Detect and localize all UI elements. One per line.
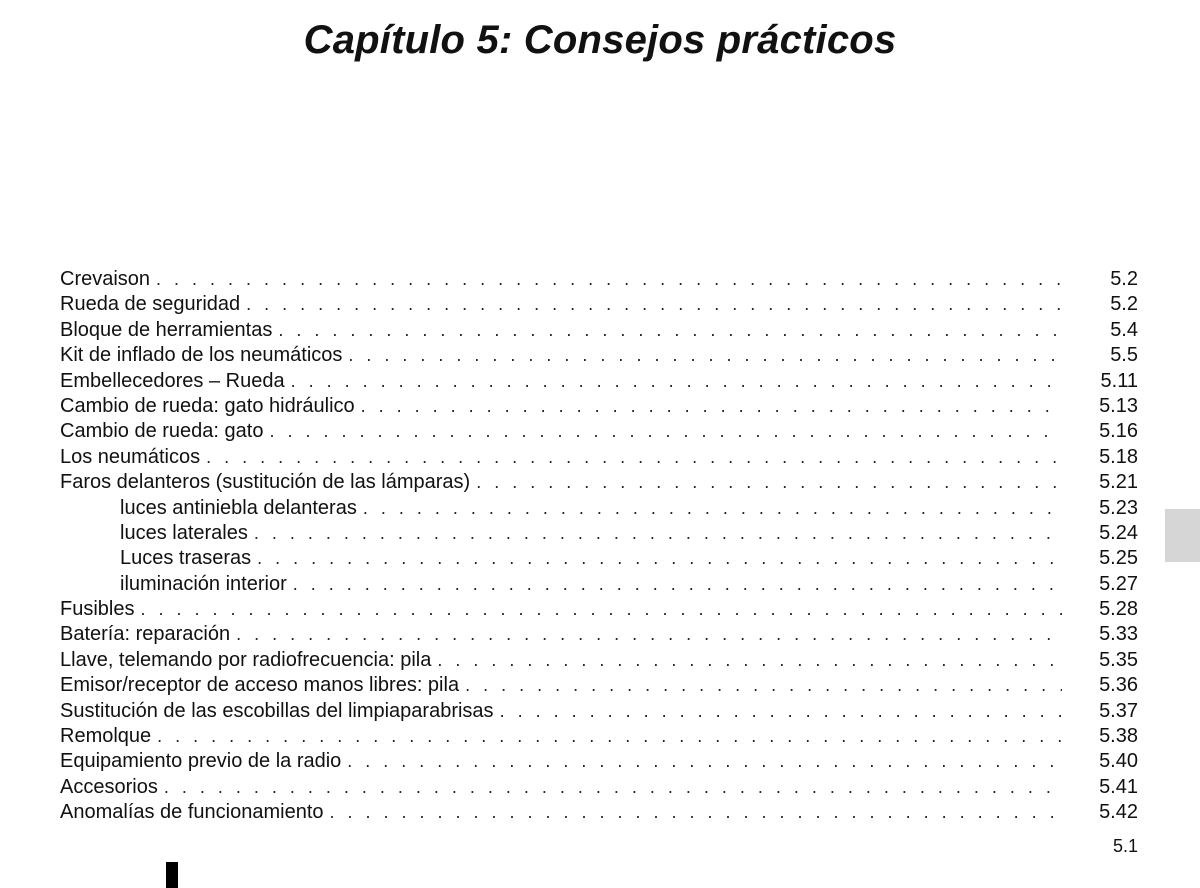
toc-entry-label: Llave, telemando por radiofrecuencia: pila xyxy=(60,648,432,671)
toc-dot-leader xyxy=(500,699,1062,724)
toc-entry-label: Accesorios xyxy=(60,775,158,798)
toc-entry-page: 5.28 xyxy=(1099,598,1138,621)
toc-entry[interactable] xyxy=(60,775,1138,800)
toc-entry-label: Anomalías de funcionamiento xyxy=(60,801,324,824)
toc-dot-leader xyxy=(465,673,1062,698)
toc-entry-label: iluminación interior xyxy=(120,572,287,595)
toc-entry-label: Bloque de herramientas xyxy=(60,318,273,341)
toc-entry-label: Cambio de rueda: gato xyxy=(60,420,264,443)
toc-dot-leader xyxy=(361,394,1062,419)
toc-entry-label: Rueda de seguridad xyxy=(60,293,241,316)
toc-entry[interactable] xyxy=(60,394,1138,419)
toc-entry[interactable] xyxy=(60,470,1138,495)
toc-entry[interactable] xyxy=(60,699,1138,724)
toc-dot-leader xyxy=(293,572,1062,597)
toc-entry-label: Kit de inflado de los neumáticos xyxy=(60,344,343,367)
toc-entry[interactable] xyxy=(60,343,1138,368)
toc-entry[interactable] xyxy=(60,318,1138,343)
toc-entry[interactable] xyxy=(60,749,1138,774)
toc-entry-page: 5.27 xyxy=(1099,572,1138,595)
toc-entry-label: Equipamiento previo de la radio xyxy=(60,750,342,773)
toc-entry-page: 5.21 xyxy=(1099,471,1138,494)
toc-entry-page: 5.33 xyxy=(1099,623,1138,646)
table-of-contents xyxy=(60,267,1138,826)
toc-entry[interactable] xyxy=(60,292,1138,317)
toc-entry-page: 5.23 xyxy=(1099,496,1138,519)
toc-entry-label: Remolque xyxy=(60,725,152,748)
toc-entry-label: luces laterales xyxy=(120,521,248,544)
toc-entry[interactable] xyxy=(60,521,1138,546)
toc-dot-leader xyxy=(157,724,1062,749)
toc-entry[interactable] xyxy=(60,572,1138,597)
toc-entry-page: 5.4 xyxy=(1110,318,1138,341)
toc-dot-leader xyxy=(236,622,1062,647)
toc-dot-leader xyxy=(257,546,1062,571)
toc-entry-page: 5.2 xyxy=(1110,293,1138,316)
edge-mark xyxy=(166,862,178,888)
toc-entry-label: Batería: reparación xyxy=(60,623,231,646)
toc-entry[interactable] xyxy=(60,673,1138,698)
toc-dot-leader xyxy=(164,775,1062,800)
toc-entry-page: 5.41 xyxy=(1099,775,1138,798)
toc-entry[interactable] xyxy=(60,648,1138,673)
toc-entry[interactable] xyxy=(60,800,1138,825)
toc-entry-page: 5.38 xyxy=(1099,725,1138,748)
toc-dot-leader xyxy=(437,648,1062,673)
toc-entry-page: 5.24 xyxy=(1099,521,1138,544)
toc-dot-leader xyxy=(156,267,1062,292)
toc-entry-page: 5.42 xyxy=(1099,801,1138,824)
toc-dot-leader xyxy=(363,496,1062,521)
toc-dot-leader xyxy=(278,318,1062,343)
toc-entry[interactable] xyxy=(60,496,1138,521)
toc-entry-page: 5.16 xyxy=(1099,420,1138,443)
toc-entry-page: 5.13 xyxy=(1099,394,1138,417)
toc-entry-page: 5.36 xyxy=(1099,674,1138,697)
toc-entry-page: 5.35 xyxy=(1099,648,1138,671)
toc-entry-label: Crevaison xyxy=(60,268,151,290)
toc-entry-label: luces antiniebla delanteras xyxy=(120,496,357,519)
toc-dot-leader xyxy=(476,470,1062,495)
toc-entry[interactable] xyxy=(60,419,1138,444)
toc-entry-label: Cambio de rueda: gato hidráulico xyxy=(60,394,355,417)
toc-entry-page: 5.5 xyxy=(1110,344,1138,367)
toc-entry[interactable] xyxy=(60,724,1138,749)
toc-dot-leader xyxy=(206,445,1062,470)
toc-dot-leader xyxy=(347,749,1062,774)
toc-entry-page: 5.18 xyxy=(1099,445,1138,468)
page-number: 5.1 xyxy=(1112,836,1138,856)
toc-entry-label: Embellecedores – Rueda xyxy=(60,369,285,392)
toc-entry-label: Los neumáticos xyxy=(60,445,201,468)
toc-dot-leader xyxy=(291,369,1062,394)
chapter-title: Capítulo 5: Consejos prácticos xyxy=(303,18,897,62)
toc-entry-page: 5.37 xyxy=(1099,699,1138,722)
toc-entry-page: 5.11 xyxy=(1100,369,1138,392)
toc-entry[interactable] xyxy=(60,597,1138,622)
toc-entry-label: Emisor/receptor de acceso manos libres: pila xyxy=(60,674,460,697)
toc-entry-page: 5.25 xyxy=(1099,547,1138,570)
toc-entry-page: 5.2 xyxy=(1110,268,1138,290)
section-tab xyxy=(1165,509,1200,562)
toc-entry-page: 5.40 xyxy=(1099,750,1138,773)
toc-entry-label: Sustitución de las escobillas del limpiaparabrisas xyxy=(60,699,494,722)
toc-dot-leader xyxy=(330,800,1063,825)
toc-dot-leader xyxy=(246,292,1062,317)
toc-entry[interactable] xyxy=(60,546,1138,571)
toc-dot-leader xyxy=(254,521,1062,546)
toc-entry[interactable] xyxy=(60,622,1138,647)
toc-entry[interactable] xyxy=(60,369,1138,394)
toc-entry-label: Fusibles xyxy=(60,598,135,621)
toc-entry[interactable] xyxy=(60,267,1138,292)
toc-entry-label: Luces traseras xyxy=(120,547,252,570)
toc-dot-leader xyxy=(348,343,1062,368)
toc-entry[interactable] xyxy=(60,445,1138,470)
toc-dot-leader xyxy=(140,597,1062,622)
toc-dot-leader xyxy=(269,419,1062,444)
toc-entry-label: Faros delanteros (sustitución de las lámparas) xyxy=(60,471,471,494)
